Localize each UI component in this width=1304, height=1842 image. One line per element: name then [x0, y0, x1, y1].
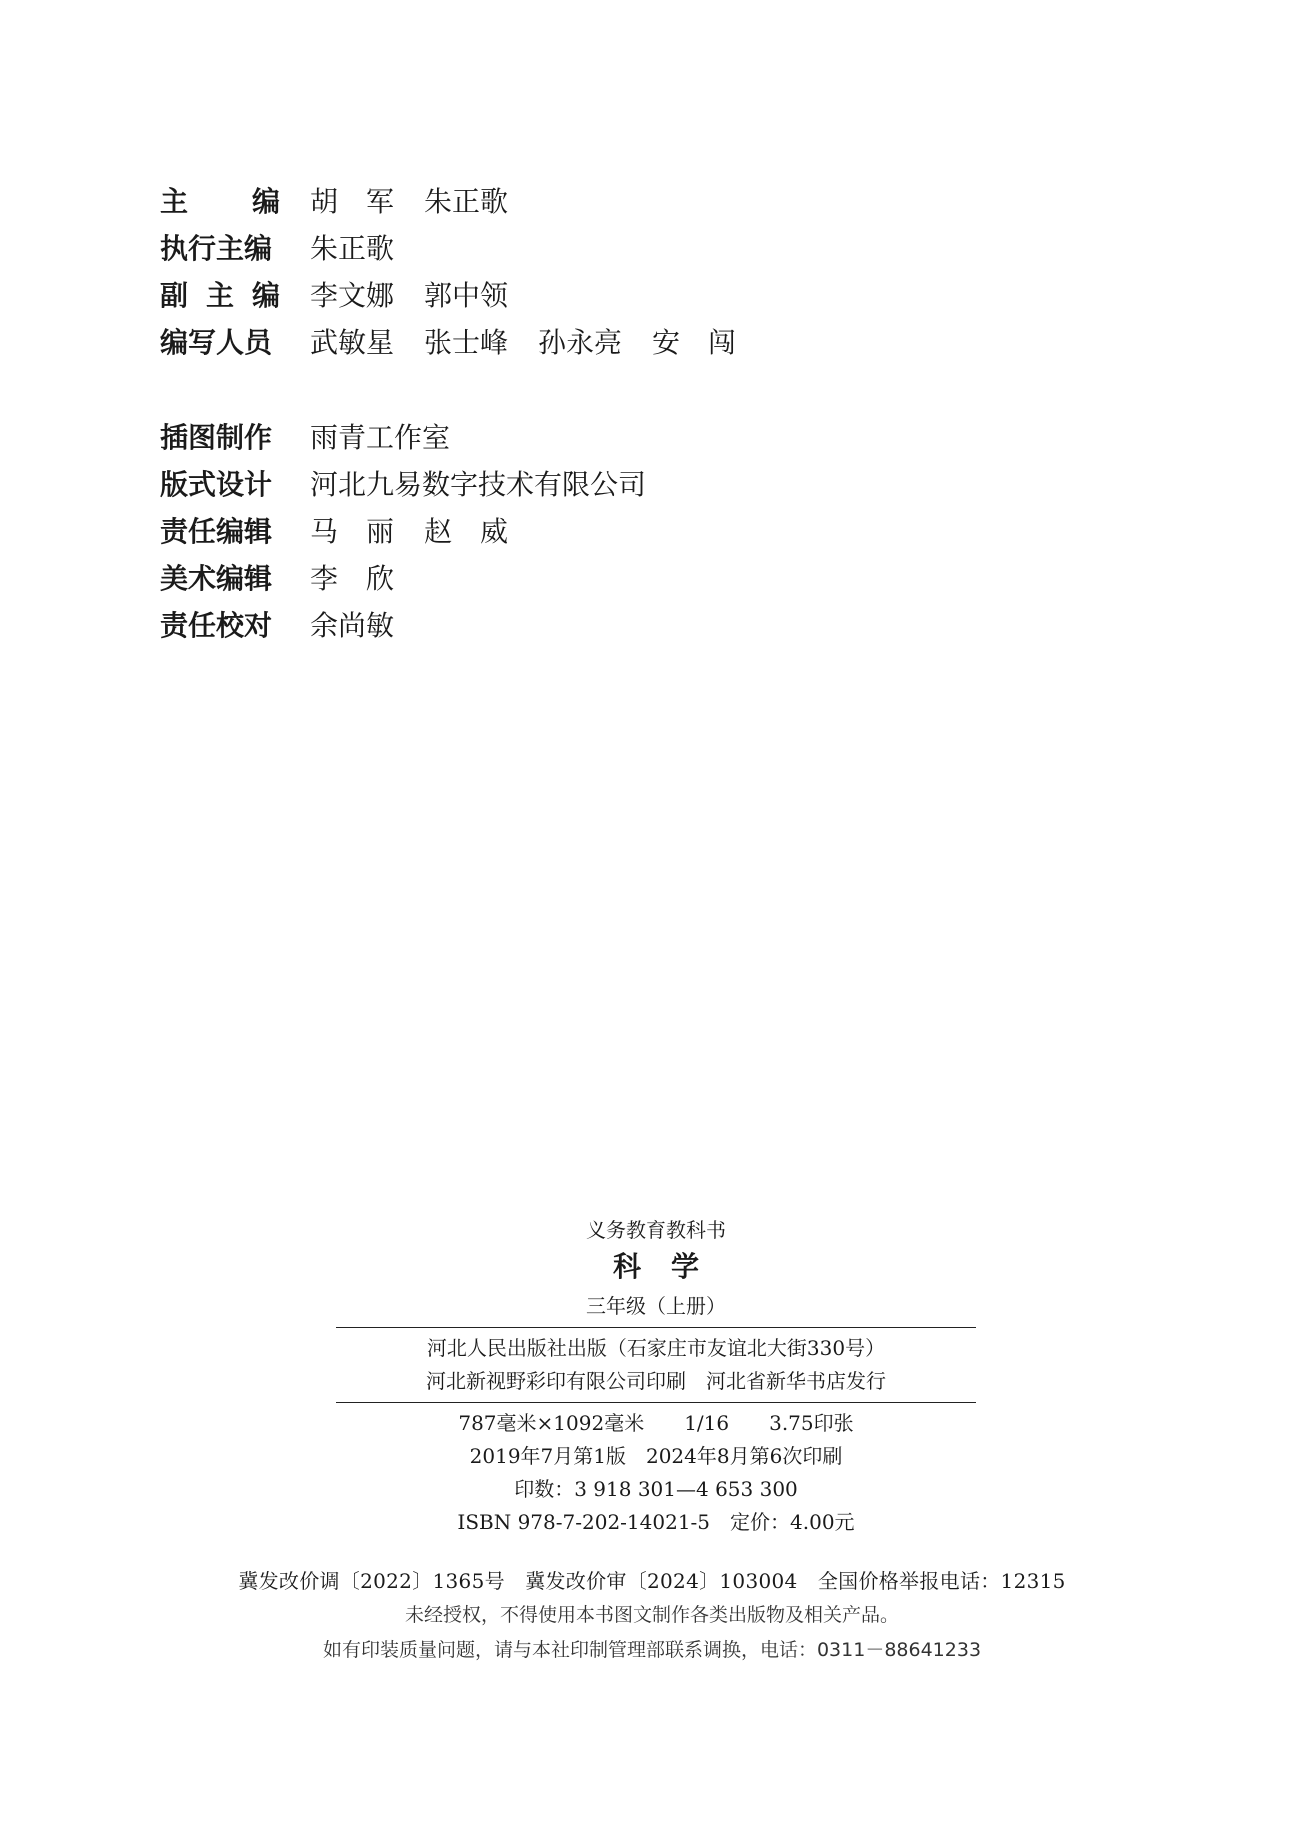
credit-name: 马 丽	[310, 514, 395, 548]
printer-line: 河北新视野彩印有限公司印刷 河北省新华书店发行	[426, 1369, 886, 1393]
credit-row-deputy-editor	[160, 270, 736, 317]
credit-role: 主 编	[160, 184, 280, 218]
colophon	[336, 1215, 976, 1539]
series-name: 义务教育教科书	[586, 1218, 726, 1242]
credit-name: 李 欣	[310, 561, 395, 595]
credit-name: 武敏星	[310, 325, 395, 359]
credit-name: 河北九易数字技术有限公司	[310, 467, 647, 501]
credit-row-proofreader	[160, 600, 736, 647]
credit-names	[310, 321, 736, 361]
credit-names	[310, 416, 450, 456]
copyright-notice: 未经授权，不得使用本书图文制作各类出版物及相关产品。	[404, 1604, 899, 1626]
credit-row-illustration	[160, 412, 736, 459]
credit-role: 副 主 编	[160, 278, 280, 312]
credit-names	[310, 463, 646, 503]
credit-name: 安 闯	[652, 325, 737, 359]
credit-row-layout-design	[160, 459, 736, 506]
credit-name: 张士峰	[424, 325, 509, 359]
credit-role: 责任编辑	[160, 514, 273, 548]
credit-names	[310, 510, 508, 550]
credit-name: 郭中领	[424, 278, 509, 312]
divider	[336, 1402, 976, 1403]
credit-role: 执行主编	[160, 231, 273, 265]
credit-name: 赵 威	[424, 514, 509, 548]
credit-names	[310, 227, 394, 267]
credit-role: 版式设计	[160, 467, 273, 501]
isbn-price-line: ISBN 978-7-202-14021-5 定价：4.00元	[457, 1510, 855, 1534]
credit-name: 雨青工作室	[310, 420, 451, 454]
publisher-line: 河北人民出版社出版（石家庄市友谊北大街330号）	[426, 1336, 886, 1360]
credit-name: 朱正歌	[424, 184, 509, 218]
book-title: 科学	[612, 1250, 729, 1283]
divider	[336, 1327, 976, 1328]
edition-line: 2019年7月第1版 2024年8月第6次印刷	[469, 1444, 843, 1468]
credit-row-chief-editor	[160, 176, 736, 223]
credit-names	[310, 604, 394, 644]
credit-name: 孙永亮	[538, 325, 623, 359]
credit-names	[310, 180, 508, 220]
credit-role: 编写人员	[160, 325, 273, 359]
grade-label: 三年级（上册）	[586, 1294, 726, 1318]
credit-row-art-editor	[160, 553, 736, 600]
quality-notice: 如有印装质量问题，请与本社印制管理部联系调换，电话：0311－88641233	[322, 1639, 982, 1661]
credit-names	[310, 557, 394, 597]
credits-block	[160, 176, 736, 647]
credit-role: 插图制作	[160, 420, 273, 454]
format-line: 787毫米×1092毫米 1/16 3.75印张	[458, 1411, 854, 1435]
credit-role: 责任校对	[160, 608, 273, 642]
credit-row-responsible-editor	[160, 506, 736, 553]
credit-row-writers	[160, 317, 736, 364]
price-approval-line: 冀发改价调〔2022〕1365号 冀发改价审〔2024〕103004 全国价格举报电话：12315	[238, 1569, 1066, 1593]
credit-row-executive-editor	[160, 223, 736, 270]
credit-name: 李文娜	[310, 278, 395, 312]
print-run-line: 印数：3 918 301—4 653 300	[514, 1477, 798, 1501]
credit-names	[310, 274, 508, 314]
credit-name: 余尚敏	[310, 608, 395, 642]
credit-role: 美术编辑	[160, 561, 273, 595]
credit-name: 朱正歌	[310, 231, 395, 265]
credit-name: 胡 军	[310, 184, 395, 218]
